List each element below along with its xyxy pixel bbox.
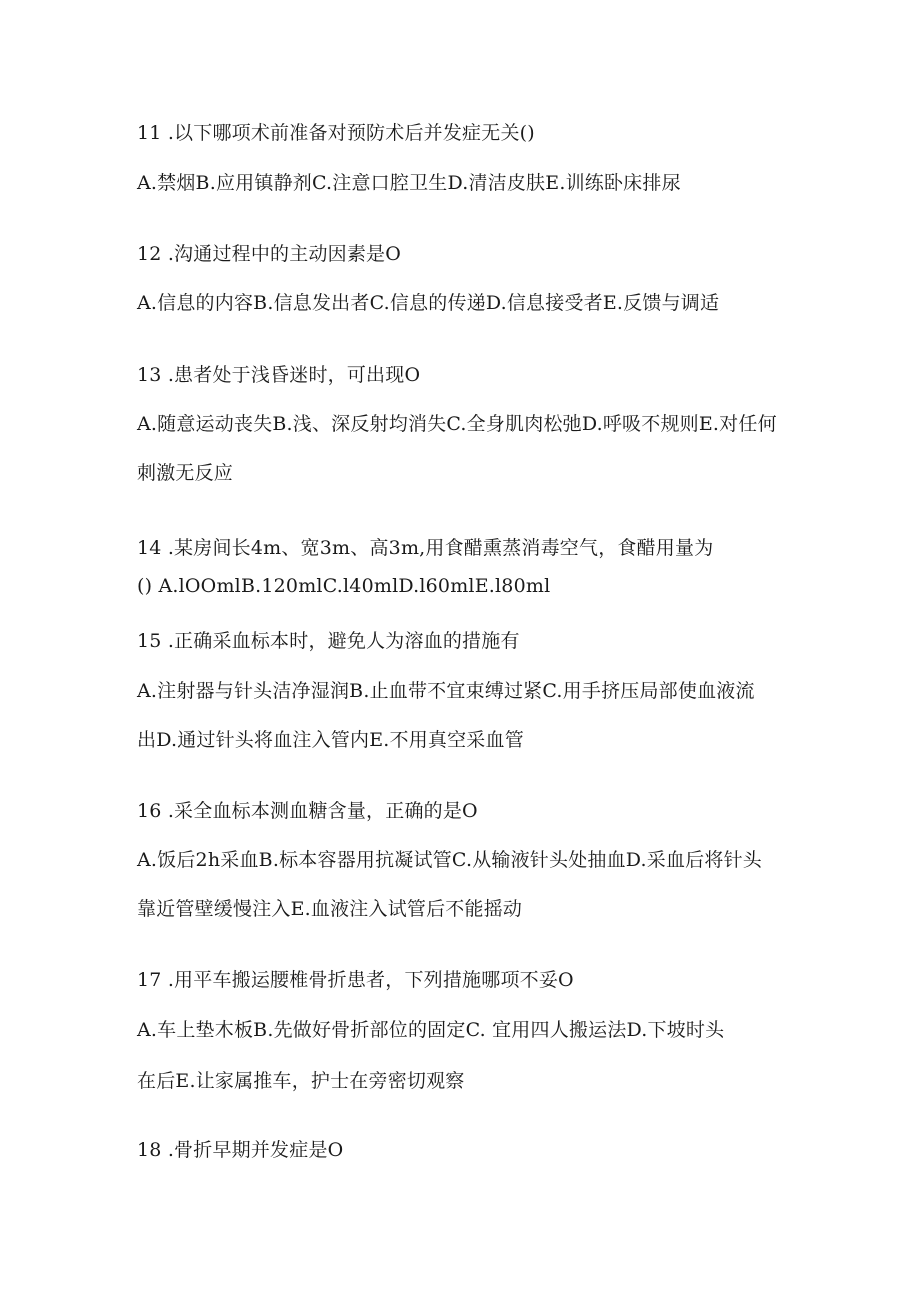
question-17-options-line-2: 在后E.让家属推车，护士在旁密切观察 — [137, 1070, 465, 1092]
question-18-stem: 18 .骨折早期并发症是O — [137, 1139, 344, 1161]
question-15-options-line-1: A.注射器与针头洁净湿润B.止血带不宜束缚过紧C.用手挤压局部使血液流 — [137, 680, 755, 702]
question-15-stem: 15 .正确采血标本时，避免人为溶血的措施有 — [137, 630, 520, 652]
question-15-options-line-2: 出D.通过针头将血注入管内E.不用真空采血管 — [137, 729, 524, 751]
question-11-stem: 11 .以下哪项术前准备对预防术后并发症无关() — [137, 122, 535, 144]
question-16-options-line-2: 靠近管壁缓慢注入E.血液注入试管后不能摇动 — [137, 898, 523, 920]
question-14-options: () A.lOOmlB.120mlC.l40mlD.l60mlE.l80ml — [137, 575, 551, 597]
question-14-stem: 14 .某房间长4m、宽3m、高3m,用食醋熏蒸消毒空气，食醋用量为 — [137, 537, 714, 559]
question-17-options-line-1: A.车上垫木板B.先做好骨折部位的固定C. 宜用四人搬运法D.下坡时头 — [137, 1019, 725, 1041]
question-17-stem: 17 .用平车搬运腰椎骨折患者，下列措施哪项不妥O — [137, 969, 574, 991]
question-13-options-line-2: 刺激无反应 — [137, 462, 234, 484]
question-13-options-line-1: A.随意运动丧失B.浅、深反射均消失C.全身肌肉松弛D.呼吸不规则E.对任何 — [137, 413, 777, 435]
question-16-options-line-1: A.饭后2h采血B.标本容器用抗凝试管C.从输液针头处抽血D.采血后将针头 — [137, 849, 762, 871]
question-12-stem: 12 .沟通过程中的主动因素是O — [137, 243, 402, 265]
question-13-stem: 13 .患者处于浅昏迷时，可出现O — [137, 364, 421, 386]
question-12-options: A.信息的内容B.信息发出者C.信息的传递D.信息接受者E.反馈与调适 — [137, 292, 720, 314]
question-16-stem: 16 .采全血标本测血糖含量，正确的是O — [137, 800, 478, 822]
question-11-options: A.禁烟B.应用镇静剂C.注意口腔卫生D.清洁皮肤E.训练卧床排尿 — [137, 172, 681, 194]
